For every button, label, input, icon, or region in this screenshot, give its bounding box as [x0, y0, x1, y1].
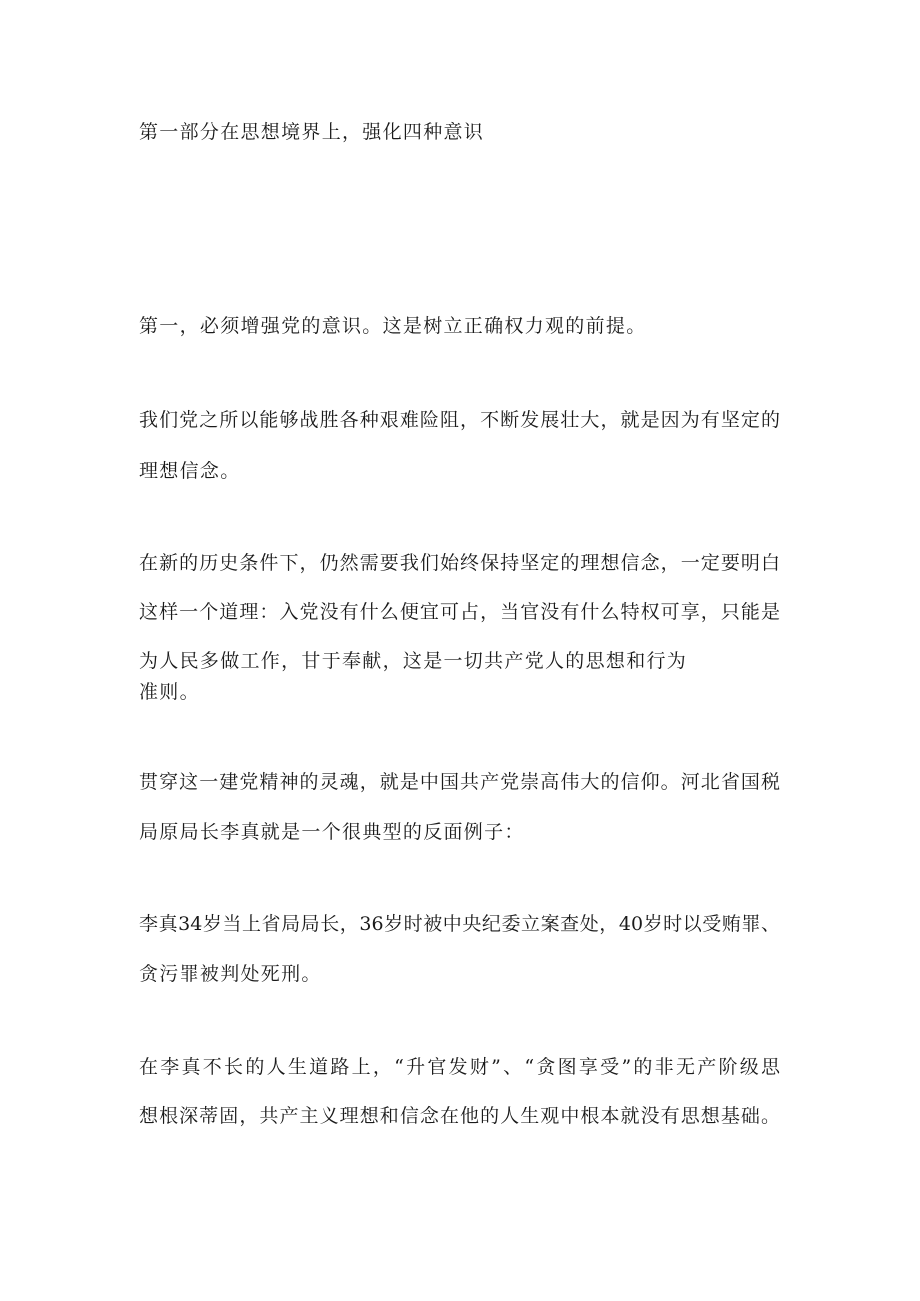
paragraph-2-line-4: 准则。 [139, 681, 200, 703]
paragraph-2-line-1: 在新的历史条件下，仍然需要我们始终保持坚定的理想信念，一定要明白 [139, 552, 780, 574]
document-heading: 第一部分在思想境界上，强化四种意识 [139, 121, 485, 143]
paragraph-4-line-1: 李真34岁当上省局局长，36岁时被中央纪委立案查处，40岁时以受贿罪、 [139, 913, 780, 935]
paragraph-3-line-1: 贯穿这一建党精神的灵魂，就是中国共产党崇高伟大的信仰。河北省国税 [139, 771, 780, 793]
paragraph-5-line-1: 在李真不长的人生道路上，“升官发财”、“贪图享受”的非无产阶级思 [139, 1056, 780, 1078]
paragraph-1-line-2: 理想信念。 [139, 460, 241, 482]
paragraph-4-line-2: 贪污罪被判处死刑。 [139, 963, 322, 985]
paragraph-2-line-3: 为人民多做工作，甘于奉献，这是一切共产党人的思想和行为 [139, 650, 688, 672]
paragraph-5-line-2: 想根深蒂固，共产主义理想和信念在他的人生观中根本就没有思想基础。 [139, 1105, 780, 1127]
section-title: 第一，必须增强党的意识。这是树立正确权力观的前提。 [139, 315, 647, 337]
paragraph-1-line-1: 我们党之所以能够战胜各种艰难险阻，不断发展壮大，就是因为有坚定的 [139, 409, 780, 431]
paragraph-2-line-2: 这样一个道理：入党没有什么便宜可占，当官没有什么特权可享，只能是 [139, 601, 780, 623]
paragraph-3-line-2: 局原局长李真就是一个很典型的反面例子： [139, 821, 525, 843]
